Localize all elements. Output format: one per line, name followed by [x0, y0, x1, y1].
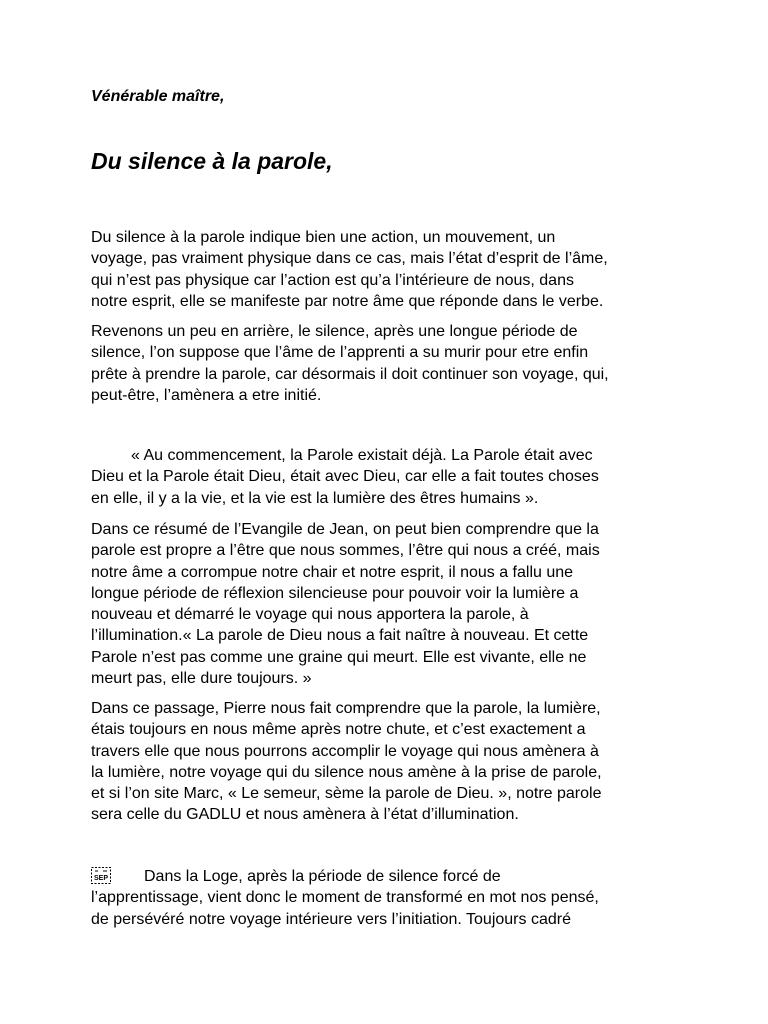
sep-glyph-text: SEP: [93, 875, 109, 882]
page-title: Du silence à la parole,: [91, 148, 333, 174]
paragraph-quote: [91, 445, 681, 509]
quote-text: « Au commencement, la Parole existait déjà. La Parole était avec Dieu et la Parole était Dieu, était avec Dieu, car elle a fait toutes choses en elle, il y a la vie, et la vie est la lumière des êtres humains ».: [91, 447, 599, 507]
letter-page: [91, 86, 681, 928]
sep-glyph-svg: [91, 867, 111, 884]
sep-glyph-icon: [91, 867, 111, 884]
paragraph: [91, 866, 681, 930]
paragraph: Revenons un peu en arrière, le silence, après une longue période de silence, l’on suppose que l’âme de l’apprenti a su murir pour etre enfin prête à prendre la parole, car désormais il doit continuer son voyage, qui, peut-être, l’amènera a etre initié.: [91, 323, 609, 404]
paragraph: Dans ce passage, Pierre nous fait comprendre que la parole, la lumière, étais toujours en nous même après notre chute, et c’est exactement a travers elle que nous pourrons accomplir le voyage qui nous amènera à la lumière, notre voyage qui du silence nous amène à la prise de parole, et si l’on site Marc, « Le semeur, sème la parole de Dieu. », notre parole sera celle du GADLU et nous amènera à l’état d’illumination.: [91, 700, 602, 824]
paragraph-text: Dans la Loge, après la période de silence forcé de l’apprentissage, vient donc le moment de transformé en mot nos pensé, de persévéré notre voyage intérieure vers l’initiation. Toujours cadré: [91, 868, 599, 928]
paragraph: Dans ce résumé de l’Evangile de Jean, on peut bien comprendre que la parole est propre a l’être que nous sommes, l’être qui nous a créé, mais notre âme a corrompue notre chair et notre esprit, il nous a fallu une longue période de réflexion silencieuse pour pouvoir voir la lumière a nouveau et démarré le voyage qui nous apportera la parole, à l’illumination.« La parole de Dieu nous a fait naître à nouveau. Et cette Parole n’est pas comme une graine qui meurt. Elle est vivante, elle ne meurt pas, elle dure toujours. »: [91, 521, 600, 688]
paragraph: Du silence à la parole indique bien une action, un mouvement, un voyage, pas vraiment physique dans ce cas, mais l’état d’esprit de l’âme, qui n’est pas physique car l’action est qu’a l’intérieure de nous, dans notre esprit, elle se manifeste par notre âme que réponde dans le verbe.: [91, 229, 608, 310]
salutation: Vénérable maître,: [91, 88, 225, 105]
